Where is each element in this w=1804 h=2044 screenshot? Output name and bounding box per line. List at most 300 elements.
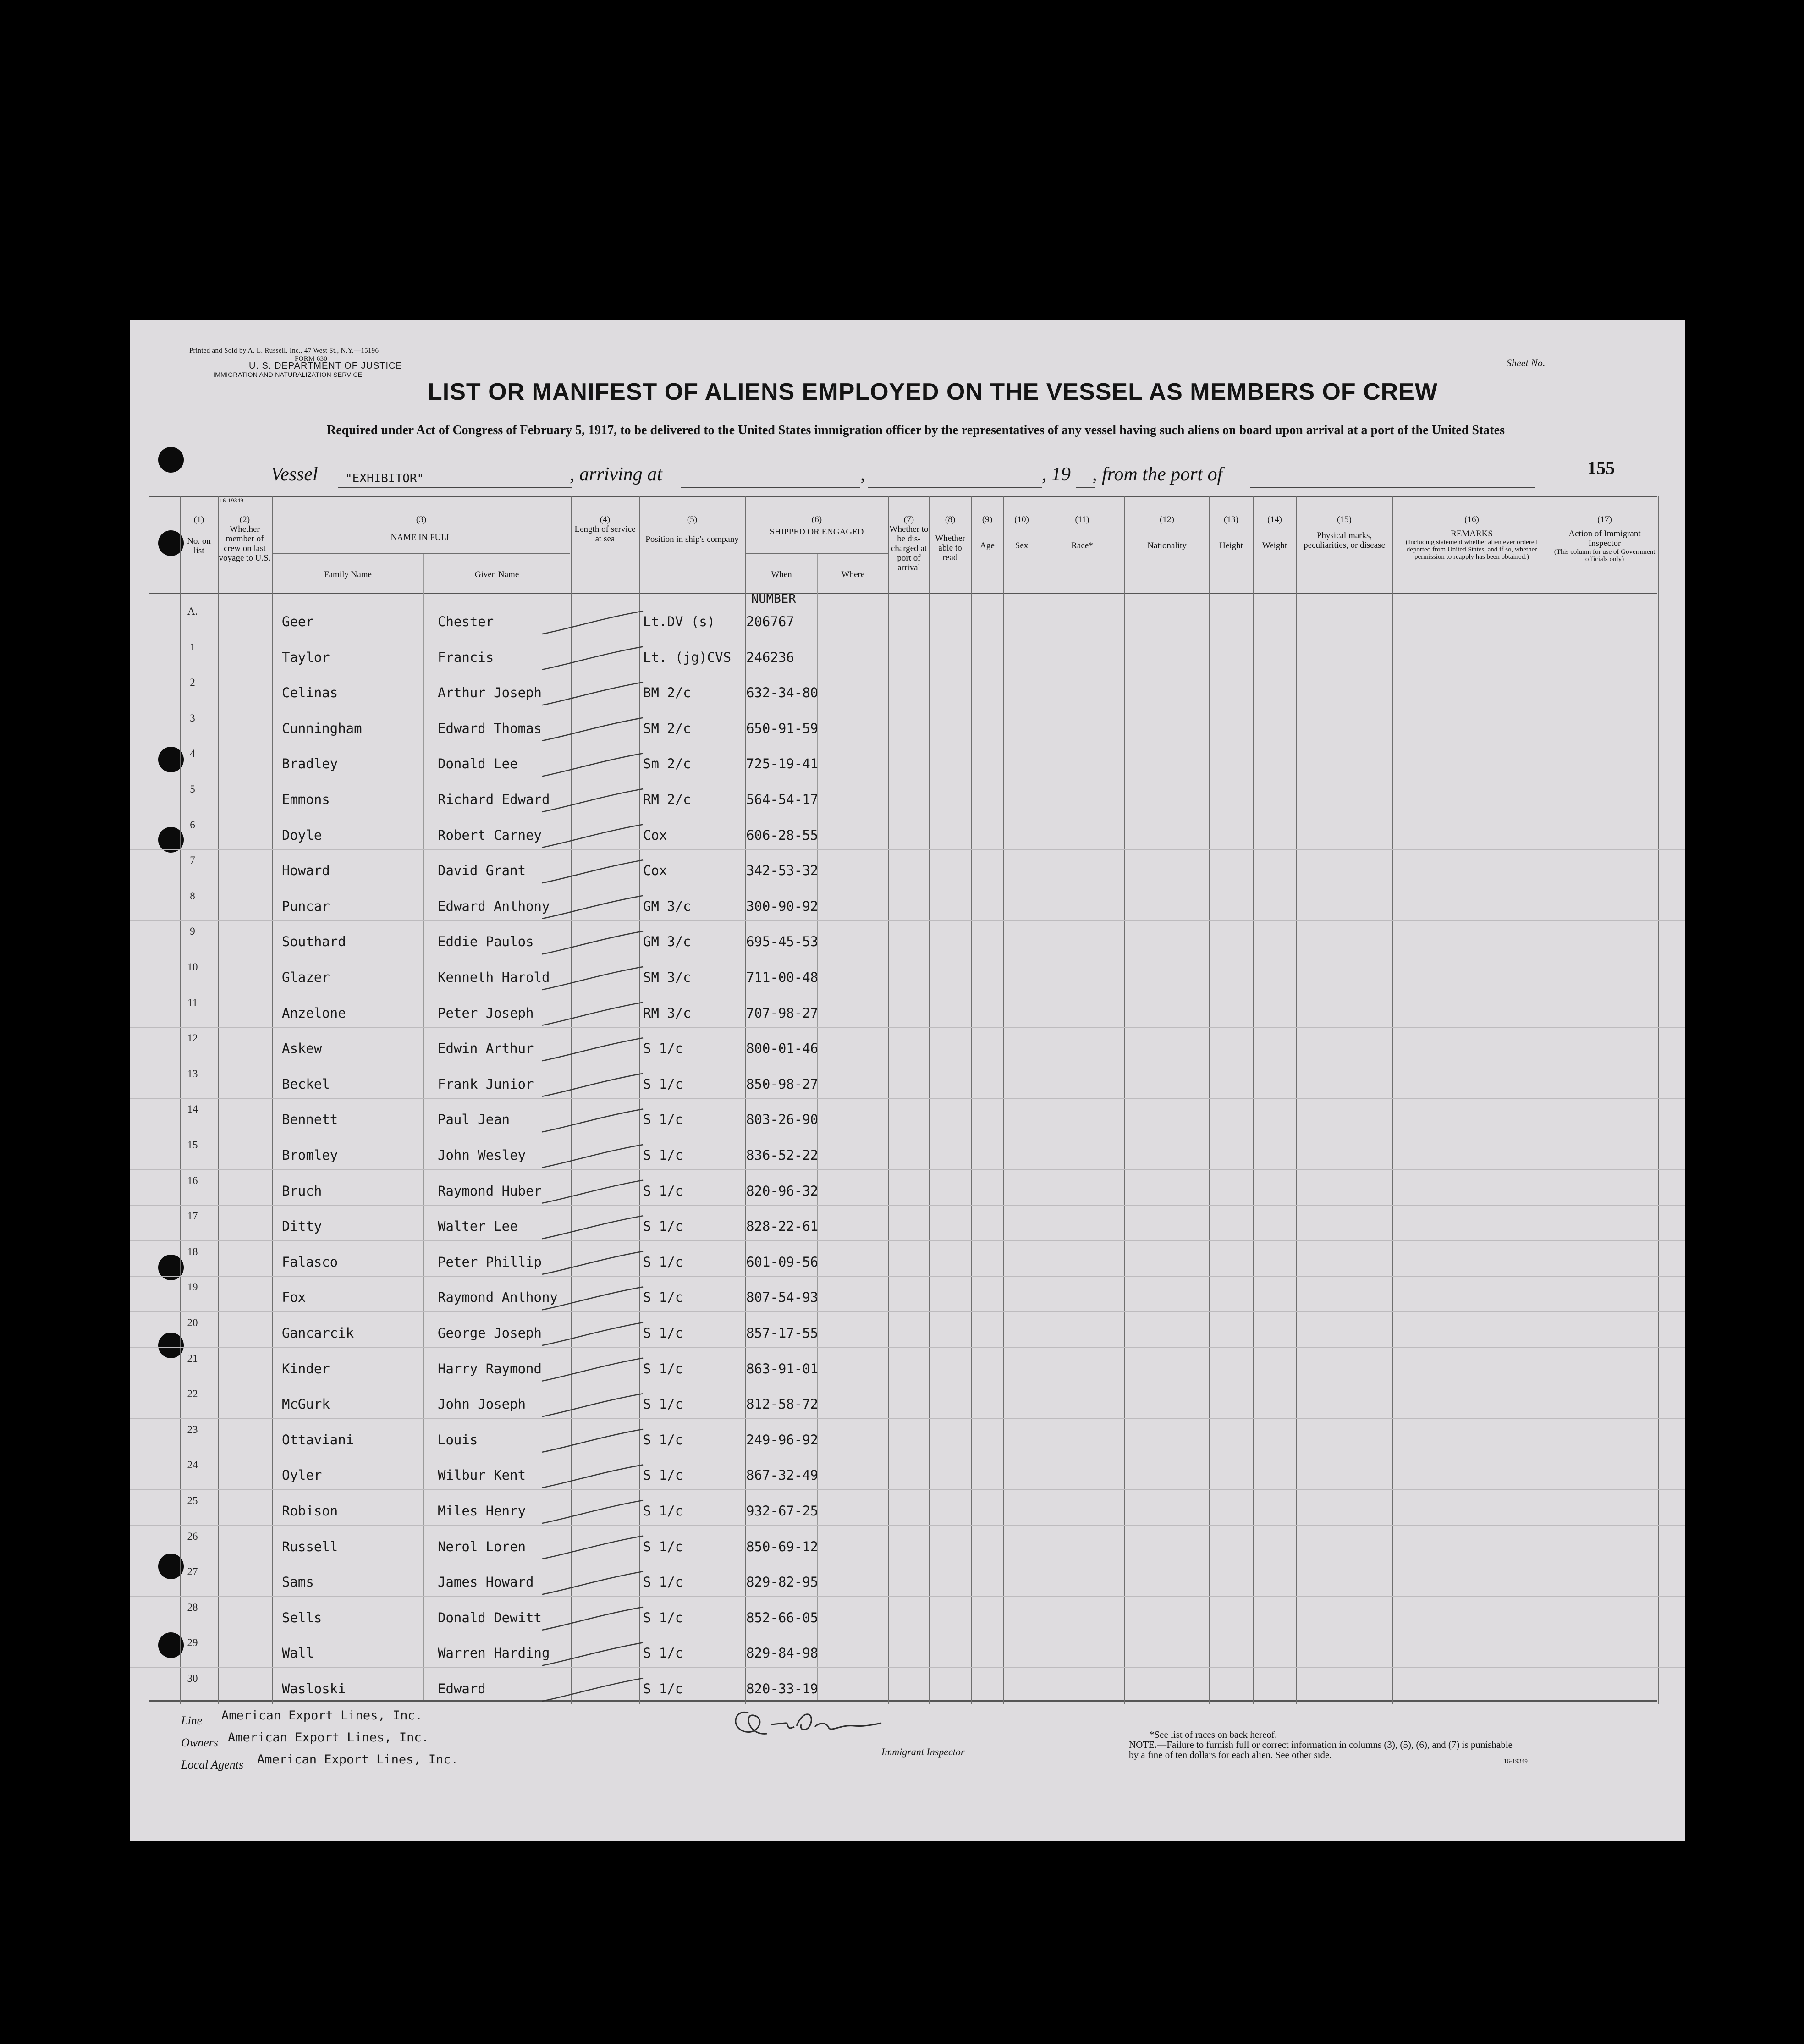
table-row	[130, 1457, 1685, 1492]
col-header-height	[1210, 515, 1252, 551]
punch-hole	[158, 447, 184, 473]
page-title: LIST OR MANIFEST OF ALIENS EMPLOYED ON THE VESSEL AS MEMBERS OF CREW	[428, 379, 1438, 405]
col-header-weight	[1254, 515, 1296, 551]
table-row	[130, 1030, 1685, 1065]
family-name: Ditty	[282, 1218, 322, 1234]
ditto-stroke	[542, 1642, 643, 1665]
table-row	[130, 1635, 1685, 1670]
table-row	[130, 1529, 1685, 1564]
position: BM 2/c	[643, 685, 691, 701]
col-header-sex	[1004, 515, 1039, 551]
sheet-number-label	[1507, 357, 1545, 369]
shipped-number: 246236	[746, 649, 794, 665]
table-row	[130, 924, 1685, 959]
ditto-stroke	[542, 967, 643, 990]
table-top-rule	[149, 496, 1657, 497]
ditto-stroke	[542, 860, 643, 883]
position: S 1/c	[643, 1147, 683, 1163]
table-row	[130, 888, 1685, 923]
col-label: Whether able to read	[935, 534, 965, 562]
row-number: 7	[190, 854, 195, 866]
given-name: Francis	[438, 649, 494, 665]
col-label: NAME IN FULL	[390, 533, 452, 542]
position: S 1/c	[643, 1112, 683, 1128]
given-name: Walter Lee	[438, 1218, 518, 1234]
shipped-number: 249-96-92	[746, 1432, 819, 1448]
family-name: Kinder	[282, 1361, 330, 1377]
table-row	[130, 817, 1685, 852]
table-row	[130, 1208, 1685, 1243]
col-header-physical-marks	[1297, 515, 1392, 550]
row-number: 10	[187, 961, 198, 973]
given-name: Raymond Anthony	[438, 1289, 558, 1306]
row-number: 15	[187, 1139, 198, 1151]
position: S 1/c	[643, 1645, 683, 1661]
footer-owners-value: American Export Lines, Inc.	[228, 1730, 429, 1745]
from-port-blank	[1250, 487, 1534, 488]
row-number: 27	[187, 1566, 198, 1578]
row-number: 18	[187, 1245, 198, 1257]
col-label: Age	[980, 541, 995, 551]
shipped-number: 857-17-55	[746, 1325, 819, 1341]
department-name: U. S. DEPARTMENT OF JUSTICE	[249, 361, 402, 371]
row-number: 9	[190, 926, 195, 937]
position: S 1/c	[643, 1538, 683, 1554]
col-label: REMARKS	[1451, 529, 1493, 539]
row-number: 24	[187, 1459, 198, 1471]
col-label: Sex	[1015, 541, 1028, 551]
given-name: Frank Junior	[438, 1076, 534, 1092]
table-row	[130, 746, 1685, 781]
row-number: 16	[187, 1174, 198, 1186]
ditto-stroke	[542, 825, 643, 848]
col-num: (3)	[416, 515, 427, 524]
given-name: Chester	[438, 614, 494, 629]
col-detail: (This column for use of Government officials only)	[1554, 548, 1656, 563]
family-name: Wasloski	[282, 1681, 346, 1697]
ditto-stroke	[542, 1607, 643, 1630]
family-name: McGurk	[282, 1396, 330, 1412]
col-num: (5)	[687, 515, 698, 524]
shipped-number: 820-96-32	[746, 1183, 819, 1199]
row-number: 28	[187, 1601, 198, 1613]
inspector-label: Immigrant Inspector	[881, 1746, 965, 1758]
ditto-stroke	[542, 718, 643, 741]
position: S 1/c	[643, 1396, 683, 1412]
row-number: 26	[187, 1530, 198, 1542]
comma-separator: ,	[860, 464, 865, 485]
table-row	[130, 1102, 1685, 1136]
col-label: Whether to be dis-charged at port of arrival	[889, 524, 929, 573]
table-row	[130, 1315, 1685, 1350]
row-number: 30	[187, 1673, 198, 1684]
family-name: Bruch	[282, 1183, 322, 1199]
form-number: FORM 630	[295, 355, 328, 363]
row-number: 12	[187, 1032, 198, 1044]
col-label: Action of Immigrant Inspector	[1568, 529, 1641, 548]
given-name: Warren Harding	[438, 1645, 550, 1661]
col-label: Whether member of crew on last voyage to U.S.	[219, 524, 271, 563]
given-name: Edward Thomas	[438, 720, 542, 736]
position: GM 3/c	[643, 934, 691, 950]
col-label: No. on list	[187, 536, 211, 556]
table-row	[130, 1493, 1685, 1528]
col-num: (12)	[1160, 515, 1174, 524]
col-header-nationality	[1125, 515, 1209, 551]
vessel-label: Vessel	[271, 464, 318, 485]
table-row	[130, 959, 1685, 994]
family-name: Sams	[282, 1574, 314, 1590]
family-name: Beckel	[282, 1076, 330, 1092]
table-row	[130, 604, 1685, 639]
family-name: Southard	[282, 934, 346, 950]
given-name: David Grant	[438, 863, 526, 879]
shipped-number: 606-28-55	[746, 827, 819, 843]
table-row	[130, 1279, 1685, 1314]
family-name: Emmons	[282, 792, 330, 807]
position: Cox	[643, 827, 667, 843]
family-name: Sells	[282, 1609, 322, 1625]
ditto-stroke	[542, 647, 643, 670]
printer-line: Printed and Sold by A. L. Russell, Inc., 47 West St., N.Y.—15196	[189, 347, 379, 354]
row-number: 13	[187, 1068, 198, 1080]
col-header-able-to-read	[930, 515, 970, 562]
given-name: John Wesley	[438, 1147, 526, 1163]
family-name: Oyler	[282, 1467, 322, 1483]
family-name: Askew	[282, 1041, 322, 1057]
footer-line-label: Line	[181, 1714, 203, 1727]
position: S 1/c	[643, 1076, 683, 1092]
given-name: Kenneth Harold	[438, 970, 550, 985]
shipped-number: 632-34-80	[746, 685, 819, 701]
form-code: 16-19349	[220, 497, 244, 504]
number-header: NUMBER	[751, 592, 796, 606]
family-name: Russell	[282, 1538, 338, 1554]
position: S 1/c	[643, 1609, 683, 1625]
position: S 1/c	[643, 1361, 683, 1377]
given-name: Eddie Paulos	[438, 934, 534, 950]
name-subheader-rule	[272, 553, 570, 554]
shipped-number: 650-91-59	[746, 720, 819, 736]
col-header-family-name: Family Name	[324, 570, 372, 579]
ditto-stroke	[542, 789, 643, 812]
footer-line-value: American Export Lines, Inc.	[221, 1708, 423, 1723]
family-name: Cunningham	[282, 720, 362, 736]
row-number: 2	[190, 677, 195, 689]
given-name: Peter Joseph	[438, 1005, 534, 1021]
shipped-number: 803-26-90	[746, 1112, 819, 1128]
given-name: Arthur Joseph	[438, 685, 542, 701]
row-number: 23	[187, 1423, 198, 1435]
row-number: 3	[190, 712, 195, 724]
given-name: Richard Edward	[438, 792, 550, 807]
col-label: Physical marks, peculiarities, or disease	[1304, 531, 1385, 550]
inspector-signature	[716, 1699, 891, 1750]
family-name: Bradley	[282, 756, 338, 772]
col-header-position	[640, 515, 744, 544]
shipped-number: 707-98-27	[746, 1005, 819, 1021]
shipped-number: 812-58-72	[746, 1396, 819, 1412]
family-name: Howard	[282, 863, 330, 879]
col-num: (13)	[1224, 515, 1238, 524]
shipped-number: 829-82-95	[746, 1574, 819, 1590]
col-header-inspector-action	[1551, 515, 1658, 563]
ditto-stroke	[542, 1536, 643, 1559]
ditto-stroke	[542, 1429, 643, 1452]
position: S 1/c	[643, 1325, 683, 1341]
col-num: (15)	[1337, 515, 1352, 524]
position: S 1/c	[643, 1574, 683, 1590]
from-port-label: , from the port of	[1092, 464, 1223, 485]
position: Sm 2/c	[643, 756, 691, 772]
table-row	[130, 639, 1685, 674]
col-num: (4)	[600, 515, 610, 524]
given-name: Peter Phillip	[438, 1254, 542, 1270]
requirement-text: Required under Act of Congress of February 5, 1917, to be delivered to the United States immigration officer by the representatives of any vessel having such aliens on board upon arrival at a port of the United States	[327, 423, 1505, 437]
service-name: IMMIGRATION AND NATURALIZATION SERVICE	[213, 371, 363, 378]
family-name: Celinas	[282, 685, 338, 701]
col-label: Nationality	[1147, 541, 1187, 551]
row-number: 21	[187, 1352, 198, 1364]
given-name: Wilbur Kent	[438, 1467, 526, 1483]
vessel-name: "EXHIBITOR"	[345, 472, 424, 485]
col-label: Length of service at sea	[574, 524, 636, 544]
table-row	[130, 1564, 1685, 1599]
shipped-number: 932-67-25	[746, 1503, 819, 1519]
row-number: 8	[190, 890, 195, 902]
family-name: Ottaviani	[282, 1432, 354, 1448]
races-note: *See list of races on back hereof.	[1150, 1729, 1277, 1740]
col-label: Height	[1219, 541, 1243, 551]
col-header-name	[273, 515, 570, 542]
table-row	[130, 1422, 1685, 1457]
col-header-where: Where	[841, 570, 865, 579]
ditto-stroke	[542, 1394, 643, 1416]
col-label: Race*	[1071, 541, 1093, 551]
table-row	[130, 1351, 1685, 1386]
position: SM 3/c	[643, 970, 691, 985]
shipped-number: 695-45-53	[746, 934, 819, 950]
ditto-stroke	[542, 1180, 643, 1203]
position: S 1/c	[643, 1681, 683, 1697]
ditto-stroke	[542, 1358, 643, 1381]
position: S 1/c	[643, 1041, 683, 1057]
ditto-stroke	[542, 1145, 643, 1168]
ditto-strokes	[533, 595, 652, 1704]
given-name: Edward	[438, 1681, 486, 1697]
given-name: Raymond Huber	[438, 1183, 542, 1199]
col-header-shipped	[746, 515, 888, 537]
manifest-sheet	[130, 320, 1685, 1841]
ditto-stroke	[542, 1251, 643, 1274]
given-name: Miles Henry	[438, 1503, 526, 1519]
header-bottom-rule	[149, 593, 1657, 594]
col-header-crew-last-voyage	[219, 515, 271, 563]
position: S 1/c	[643, 1254, 683, 1270]
family-name: Anzelone	[282, 1005, 346, 1021]
family-name: Robison	[282, 1503, 338, 1519]
ditto-stroke	[542, 753, 643, 776]
shipped-number: 820-33-19	[746, 1681, 819, 1697]
table-row	[130, 1173, 1685, 1208]
position: Cox	[643, 863, 667, 879]
table-row	[130, 782, 1685, 816]
family-name: Taylor	[282, 649, 330, 665]
given-name: Louis	[438, 1432, 478, 1448]
row-number: 14	[187, 1103, 198, 1115]
given-name: Harry Raymond	[438, 1361, 542, 1377]
given-name: Edwin Arthur	[438, 1041, 534, 1057]
row-number: 6	[190, 819, 195, 831]
table-row	[130, 995, 1685, 1030]
position: RM 3/c	[643, 1005, 691, 1021]
row-number: A.	[187, 606, 198, 617]
col-num: (11)	[1075, 515, 1089, 524]
ditto-stroke	[542, 1571, 643, 1594]
row-number: 22	[187, 1388, 198, 1400]
col-label: Position in ship's company	[645, 534, 739, 544]
date-blank	[868, 487, 1042, 488]
col-header-no	[181, 515, 217, 556]
shipped-number: 564-54-17	[746, 792, 819, 807]
table-row	[130, 1066, 1685, 1101]
ditto-stroke	[542, 896, 643, 919]
ditto-stroke	[542, 1500, 643, 1523]
ditto-stroke	[542, 1287, 643, 1310]
table-row	[130, 711, 1685, 745]
shipped-number: 342-53-32	[746, 863, 819, 879]
position: GM 3/c	[643, 898, 691, 914]
ditto-stroke	[542, 1109, 643, 1132]
ditto-stroke	[542, 682, 643, 705]
col-num: (14)	[1267, 515, 1282, 524]
shipped-number: 867-32-49	[746, 1467, 819, 1483]
col-num: (16)	[1464, 515, 1479, 524]
year-label: , 19	[1042, 464, 1071, 485]
sheet-label-text: Sheet No.	[1507, 357, 1546, 369]
col-header-when: When	[771, 570, 792, 579]
family-name: Fox	[282, 1289, 306, 1306]
row-number: 29	[187, 1637, 198, 1649]
family-name: Falasco	[282, 1254, 338, 1270]
ditto-stroke	[542, 931, 643, 954]
arriving-blank	[681, 487, 860, 488]
row-number: 25	[187, 1495, 198, 1506]
footer-agents-label: Local Agents	[181, 1758, 244, 1771]
shipped-number: 828-22-61	[746, 1218, 819, 1234]
ditto-stroke	[542, 1678, 643, 1701]
family-name: Wall	[282, 1645, 314, 1661]
penalty-note: NOTE.—Failure to furnish full or correct information in columns (3), (5), (6), and (7) is punishable by a fine of ten dollars for each alien. See other side.	[1129, 1739, 1512, 1760]
ditto-stroke	[542, 1074, 643, 1096]
family-name: Bennett	[282, 1112, 338, 1128]
family-name: Doyle	[282, 827, 322, 843]
given-name: Paul Jean	[438, 1112, 510, 1128]
table-row	[130, 1600, 1685, 1635]
given-name: Nerol Loren	[438, 1538, 526, 1554]
shipped-number: 300-90-92	[746, 898, 819, 914]
table-row	[130, 675, 1685, 710]
page-number: 155	[1587, 457, 1615, 478]
col-num: (1)	[193, 515, 204, 524]
form-code-bottom: 16-19349	[1504, 1758, 1528, 1764]
col-num: (6)	[811, 515, 822, 524]
position: S 1/c	[643, 1467, 683, 1483]
given-name: John Joseph	[438, 1396, 526, 1412]
position: SM 2/c	[643, 720, 691, 736]
family-name: Glazer	[282, 970, 330, 985]
row-number: 4	[190, 748, 195, 760]
shipped-number: 206767	[746, 614, 794, 629]
shipped-number: 725-19-41	[746, 756, 819, 772]
shipped-number: 829-84-98	[746, 1645, 819, 1661]
row-number: 17	[187, 1210, 198, 1222]
row-number: 20	[187, 1317, 198, 1328]
row-number: 1	[190, 641, 195, 653]
table-row	[130, 1244, 1685, 1279]
ditto-stroke	[542, 1003, 643, 1025]
ditto-stroke	[542, 1465, 643, 1488]
position: S 1/c	[643, 1432, 683, 1448]
col-num: (8)	[945, 515, 956, 524]
given-name: George Joseph	[438, 1325, 542, 1341]
position: S 1/c	[643, 1289, 683, 1306]
ditto-stroke	[542, 1322, 643, 1345]
position: S 1/c	[643, 1183, 683, 1199]
col-header-race	[1040, 515, 1124, 551]
family-name: Puncar	[282, 898, 330, 914]
position: S 1/c	[643, 1503, 683, 1519]
shipped-number: 836-52-22	[746, 1147, 819, 1163]
year-blank	[1076, 487, 1094, 488]
position: Lt.DV (s)	[643, 614, 715, 629]
position: Lt. (jg)CVS	[643, 649, 732, 665]
col-num: (9)	[982, 515, 993, 524]
position: RM 2/c	[643, 792, 691, 807]
col-num: (7)	[903, 515, 914, 524]
given-name: Edward Anthony	[438, 898, 550, 914]
shipped-number: 852-66-05	[746, 1609, 819, 1625]
arriving-label: , arriving at	[570, 464, 662, 485]
row-number: 5	[190, 783, 195, 795]
table-row	[130, 853, 1685, 887]
col-header-remarks	[1393, 515, 1550, 561]
shipped-number: 800-01-46	[746, 1041, 819, 1057]
table-row	[130, 1386, 1685, 1421]
given-name: Robert Carney	[438, 827, 542, 843]
given-name: Donald Dewitt	[438, 1609, 542, 1625]
ditto-stroke	[542, 1216, 643, 1239]
family-name: Geer	[282, 614, 314, 629]
ditto-stroke	[542, 1038, 643, 1061]
table-row	[130, 1137, 1685, 1172]
ditto-stroke	[542, 611, 643, 634]
col-label: Weight	[1262, 541, 1287, 551]
shipped-number: 711-00-48	[746, 970, 819, 985]
vessel-blank	[338, 487, 572, 488]
row-number: 11	[187, 997, 198, 1008]
col-num: (2)	[239, 515, 250, 524]
given-name: James Howard	[438, 1574, 534, 1590]
shipped-number: 863-91-01	[746, 1361, 819, 1377]
shipped-number: 807-54-93	[746, 1289, 819, 1306]
position: S 1/c	[643, 1218, 683, 1234]
shipped-number: 850-98-27	[746, 1076, 819, 1092]
row-number: 19	[187, 1281, 198, 1293]
col-num: (17)	[1597, 515, 1612, 524]
col-num: (10)	[1014, 515, 1029, 524]
family-name: Gancarcik	[282, 1325, 354, 1341]
